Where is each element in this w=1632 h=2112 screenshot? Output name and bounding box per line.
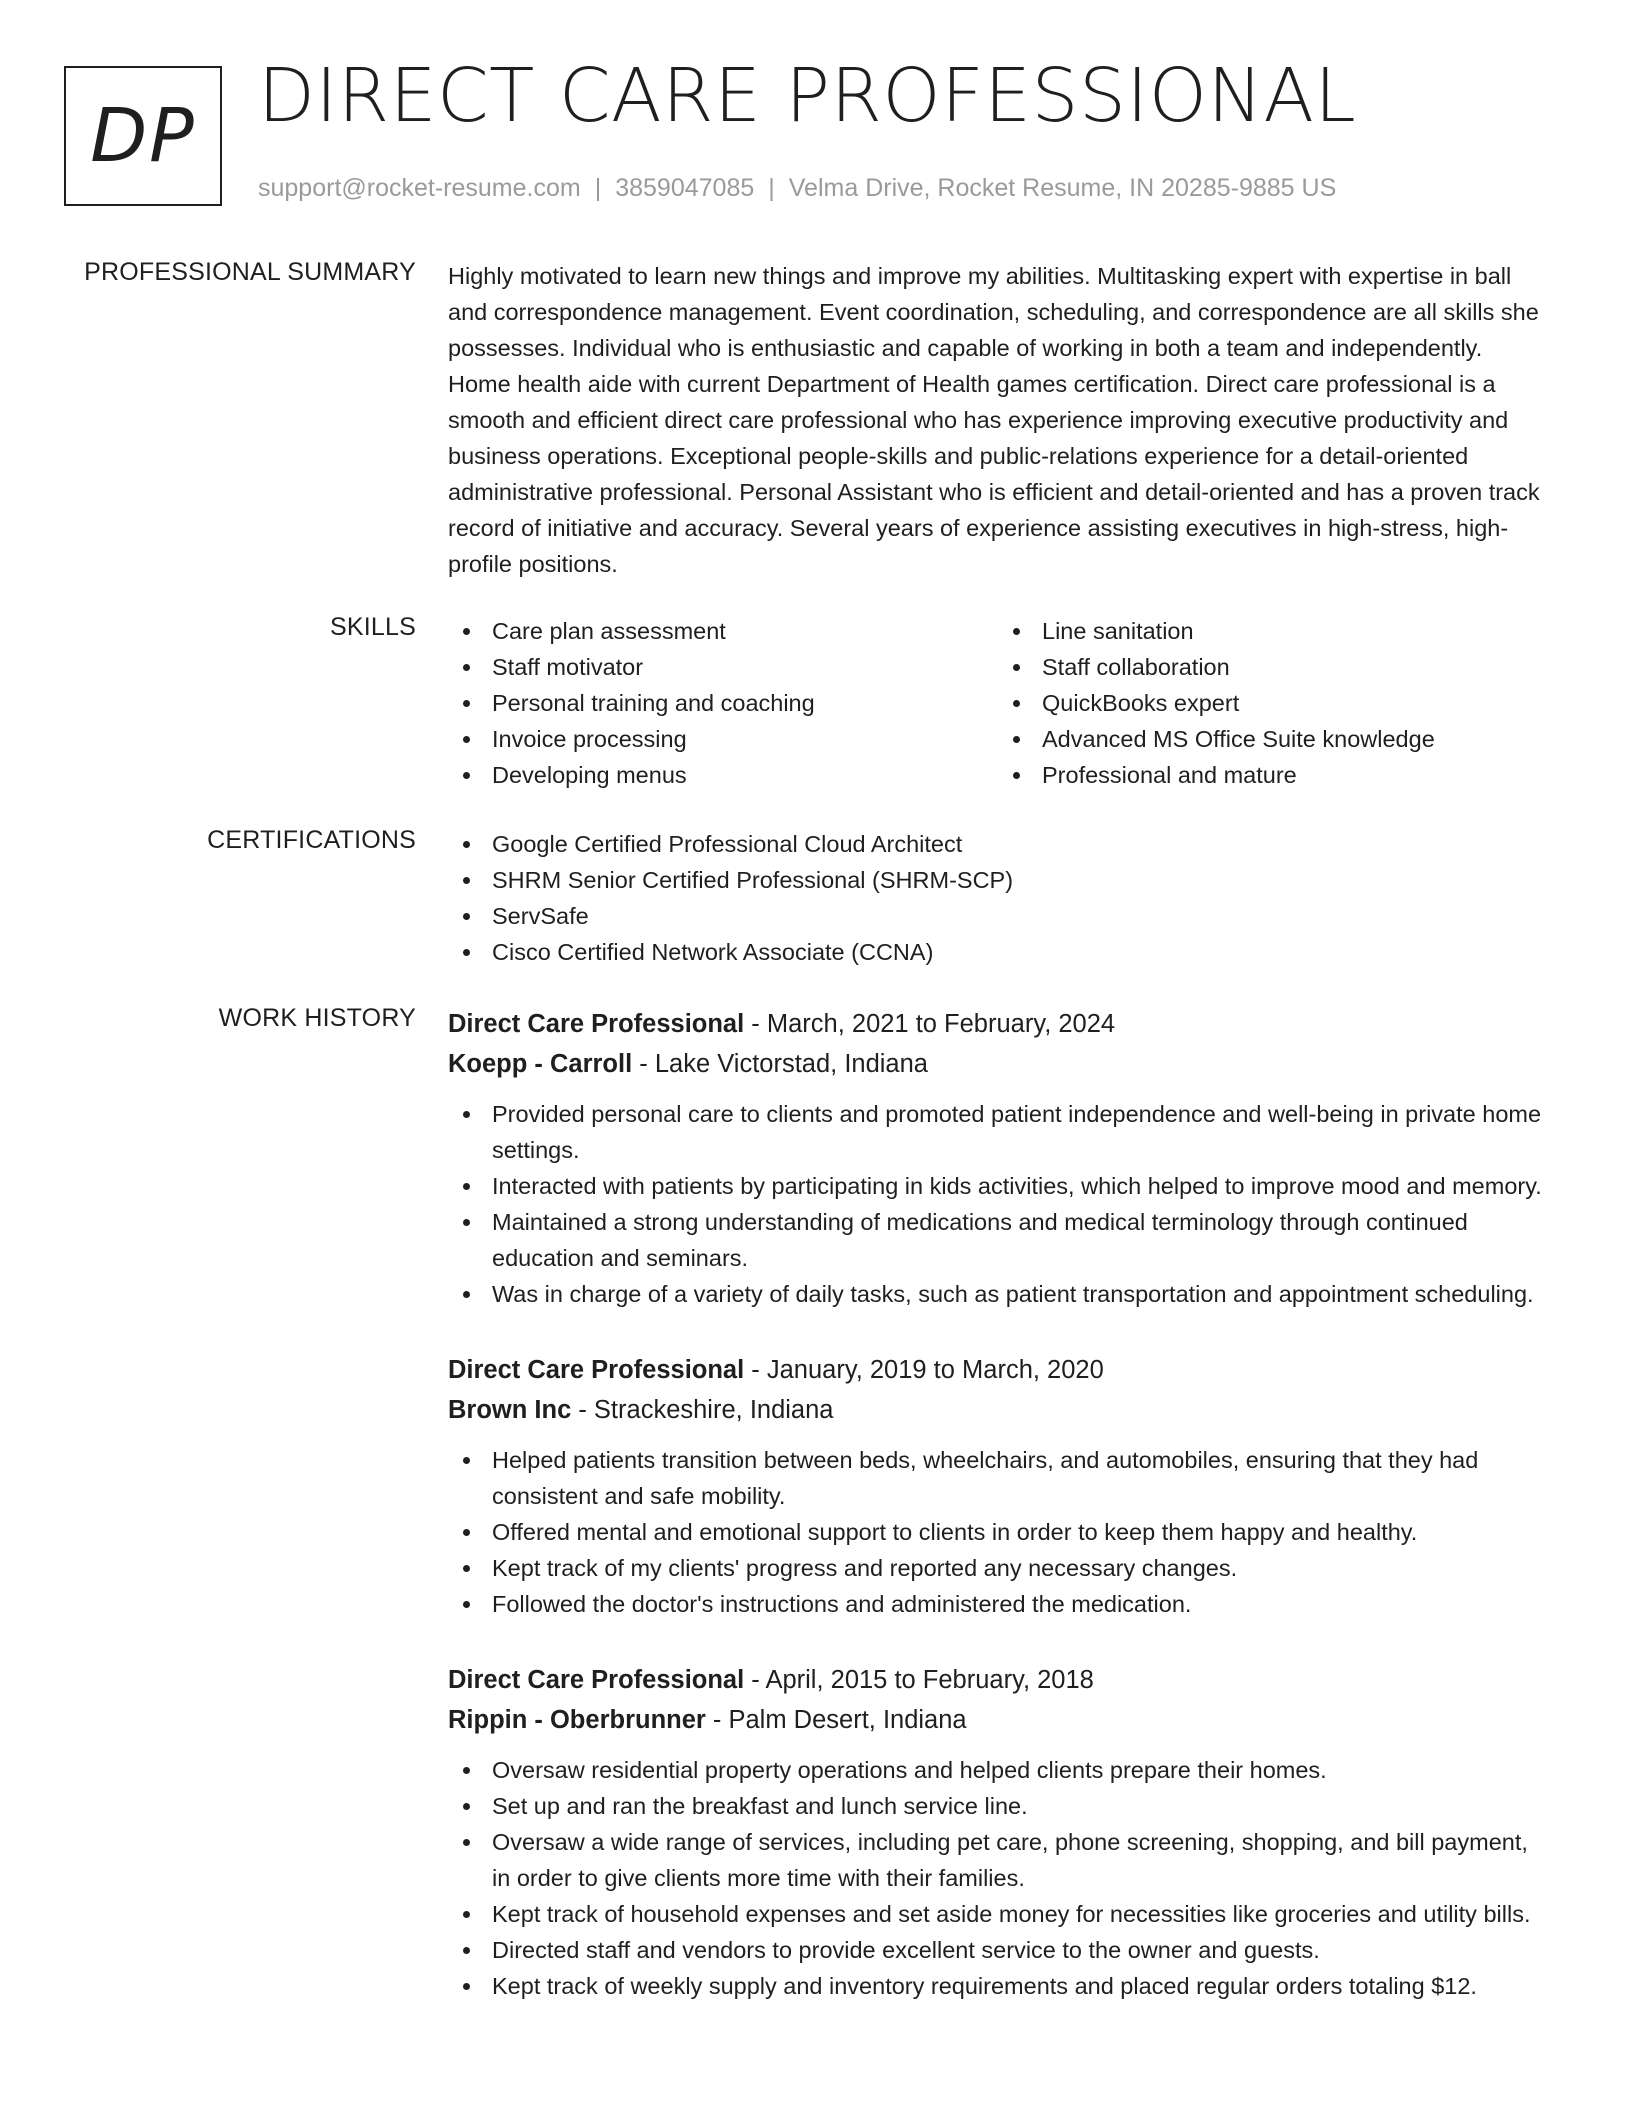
contact-separator: | bbox=[768, 174, 775, 202]
job-company: Koepp - Carroll bbox=[448, 1050, 633, 1078]
skills-list-left bbox=[448, 613, 998, 793]
skill-item: Developing menus bbox=[448, 757, 998, 793]
certification-item: Cisco Certified Network Associate (CCNA) bbox=[448, 934, 1548, 970]
skill-item: Staff motivator bbox=[448, 649, 998, 685]
job-duty: Set up and ran the breakfast and lunch service line. bbox=[448, 1788, 1548, 1824]
work-history-body bbox=[448, 1004, 1548, 2042]
job-duty: Kept track of my clients' progress and reported any necessary changes. bbox=[448, 1550, 1548, 1586]
job-duty: Helped patients transition between beds, wheelchairs, and automobiles, ensuring that they had consistent and safe mobility. bbox=[448, 1442, 1548, 1514]
job-entry bbox=[448, 1660, 1548, 2004]
job-company-line bbox=[448, 1390, 1548, 1430]
skill-item: Staff collaboration bbox=[998, 649, 1548, 685]
job-duty: Maintained a strong understanding of medications and medical terminology through continued education and seminars. bbox=[448, 1204, 1548, 1276]
job-title-line bbox=[448, 1004, 1548, 1044]
job-company-line bbox=[448, 1044, 1548, 1084]
job-duty: Provided personal care to clients and promoted patient independence and well-being in private home settings. bbox=[448, 1096, 1548, 1168]
job-company: Brown Inc bbox=[448, 1396, 572, 1424]
job-duty: Kept track of weekly supply and inventory requirements and placed regular orders totaling $12. bbox=[448, 1968, 1548, 2004]
job-duties bbox=[448, 1096, 1548, 1312]
job-company-line bbox=[448, 1700, 1548, 1740]
skill-item: Invoice processing bbox=[448, 721, 998, 757]
skill-item: Personal training and coaching bbox=[448, 685, 998, 721]
job-duty: Oversaw residential property operations and helped clients prepare their homes. bbox=[448, 1752, 1548, 1788]
job-dates: - March, 2021 to February, 2024 bbox=[744, 1010, 1116, 1038]
job-dates: - April, 2015 to February, 2018 bbox=[744, 1666, 1094, 1694]
job-duty: Directed staff and vendors to provide excellent service to the owner and guests. bbox=[448, 1932, 1548, 1968]
job-location: - Strackeshire, Indiana bbox=[571, 1396, 834, 1424]
monogram-initials: DP bbox=[90, 93, 196, 179]
job-title: Direct Care Professional bbox=[448, 1666, 745, 1694]
skill-item: Advanced MS Office Suite knowledge bbox=[998, 721, 1548, 757]
skill-item: Care plan assessment bbox=[448, 613, 998, 649]
job-dates: - January, 2019 to March, 2020 bbox=[744, 1356, 1104, 1384]
job-duty: Was in charge of a variety of daily tasks, such as patient transportation and appointment scheduling. bbox=[448, 1276, 1548, 1312]
certification-item: SHRM Senior Certified Professional (SHRM-SCP) bbox=[448, 862, 1548, 898]
job-entry bbox=[448, 1350, 1548, 1622]
job-title-line bbox=[448, 1350, 1548, 1390]
job-duty: Offered mental and emotional support to clients in order to keep them happy and healthy. bbox=[448, 1514, 1548, 1550]
skills-heading: SKILLS bbox=[330, 613, 416, 641]
job-duty: Oversaw a wide range of services, including pet care, phone screening, shopping, and bill payment, in order to give clients more time with their families. bbox=[448, 1824, 1548, 1896]
job-duties bbox=[448, 1752, 1548, 2004]
contact-separator: | bbox=[594, 174, 602, 202]
contact-phone: 3859047085 bbox=[615, 174, 755, 202]
job-location: - Palm Desert, Indiana bbox=[705, 1706, 967, 1734]
job-duty: Kept track of household expenses and set aside money for necessities like groceries and utility bills. bbox=[448, 1896, 1548, 1932]
certifications-list bbox=[448, 826, 1548, 970]
job-title: Direct Care Professional bbox=[448, 1356, 745, 1384]
contact-address: Velma Drive, Rocket Resume, IN 20285-9885 US bbox=[788, 174, 1337, 202]
skill-item: QuickBooks expert bbox=[998, 685, 1548, 721]
summary-body bbox=[448, 258, 1548, 582]
job-company: Rippin - Oberbrunner bbox=[448, 1706, 706, 1734]
contact-email: support@rocket-resume.com bbox=[258, 174, 581, 202]
certification-item: ServSafe bbox=[448, 898, 1548, 934]
job-title-line bbox=[448, 1660, 1548, 1700]
summary-text: Highly motivated to learn new things and improve my abilities. Multitasking expert with expertise in ball and correspondence management. Event coordination, scheduling, and correspondence are all skills she possesses. Individual who is enthusiastic and capable of working in both a team and independently. Home health aide with current Department of Health games certification. Direct care professional is a smooth and efficient direct care professional who has experience improving executive productivity and business operations. Exceptional people-skills and public-relations experience for a detail-oriented administrative professional. Personal Assistant who is efficient and detail-oriented and has a proven track record of initiative and accuracy. Several years of experience assisting executives in high-stress, high-profile positions. bbox=[448, 263, 1540, 577]
job-duty: Followed the doctor's instructions and administered the medication. bbox=[448, 1586, 1548, 1622]
skills-body bbox=[448, 613, 1548, 793]
job-duties bbox=[448, 1442, 1548, 1622]
work-history-heading: WORK HISTORY bbox=[218, 1004, 416, 1032]
job-location: - Lake Victorstad, Indiana bbox=[632, 1050, 928, 1078]
summary-heading: PROFESSIONAL SUMMARY bbox=[84, 258, 416, 286]
skills-list-right bbox=[998, 613, 1548, 793]
monogram-box bbox=[64, 66, 222, 206]
contact-line bbox=[258, 174, 1336, 203]
certifications-heading: CERTIFICATIONS bbox=[207, 826, 416, 854]
skill-item: Line sanitation bbox=[998, 613, 1548, 649]
job-title: Direct Care Professional bbox=[448, 1010, 745, 1038]
job-duty: Interacted with patients by participating in kids activities, which helped to improve mood and memory. bbox=[448, 1168, 1548, 1204]
skill-item: Professional and mature bbox=[998, 757, 1548, 793]
job-entry bbox=[448, 1004, 1548, 1312]
certifications-body bbox=[448, 826, 1548, 970]
certification-item: Google Certified Professional Cloud Architect bbox=[448, 826, 1548, 862]
resume-title: DIRECT CARE PROFESSIONAL bbox=[258, 53, 1357, 139]
